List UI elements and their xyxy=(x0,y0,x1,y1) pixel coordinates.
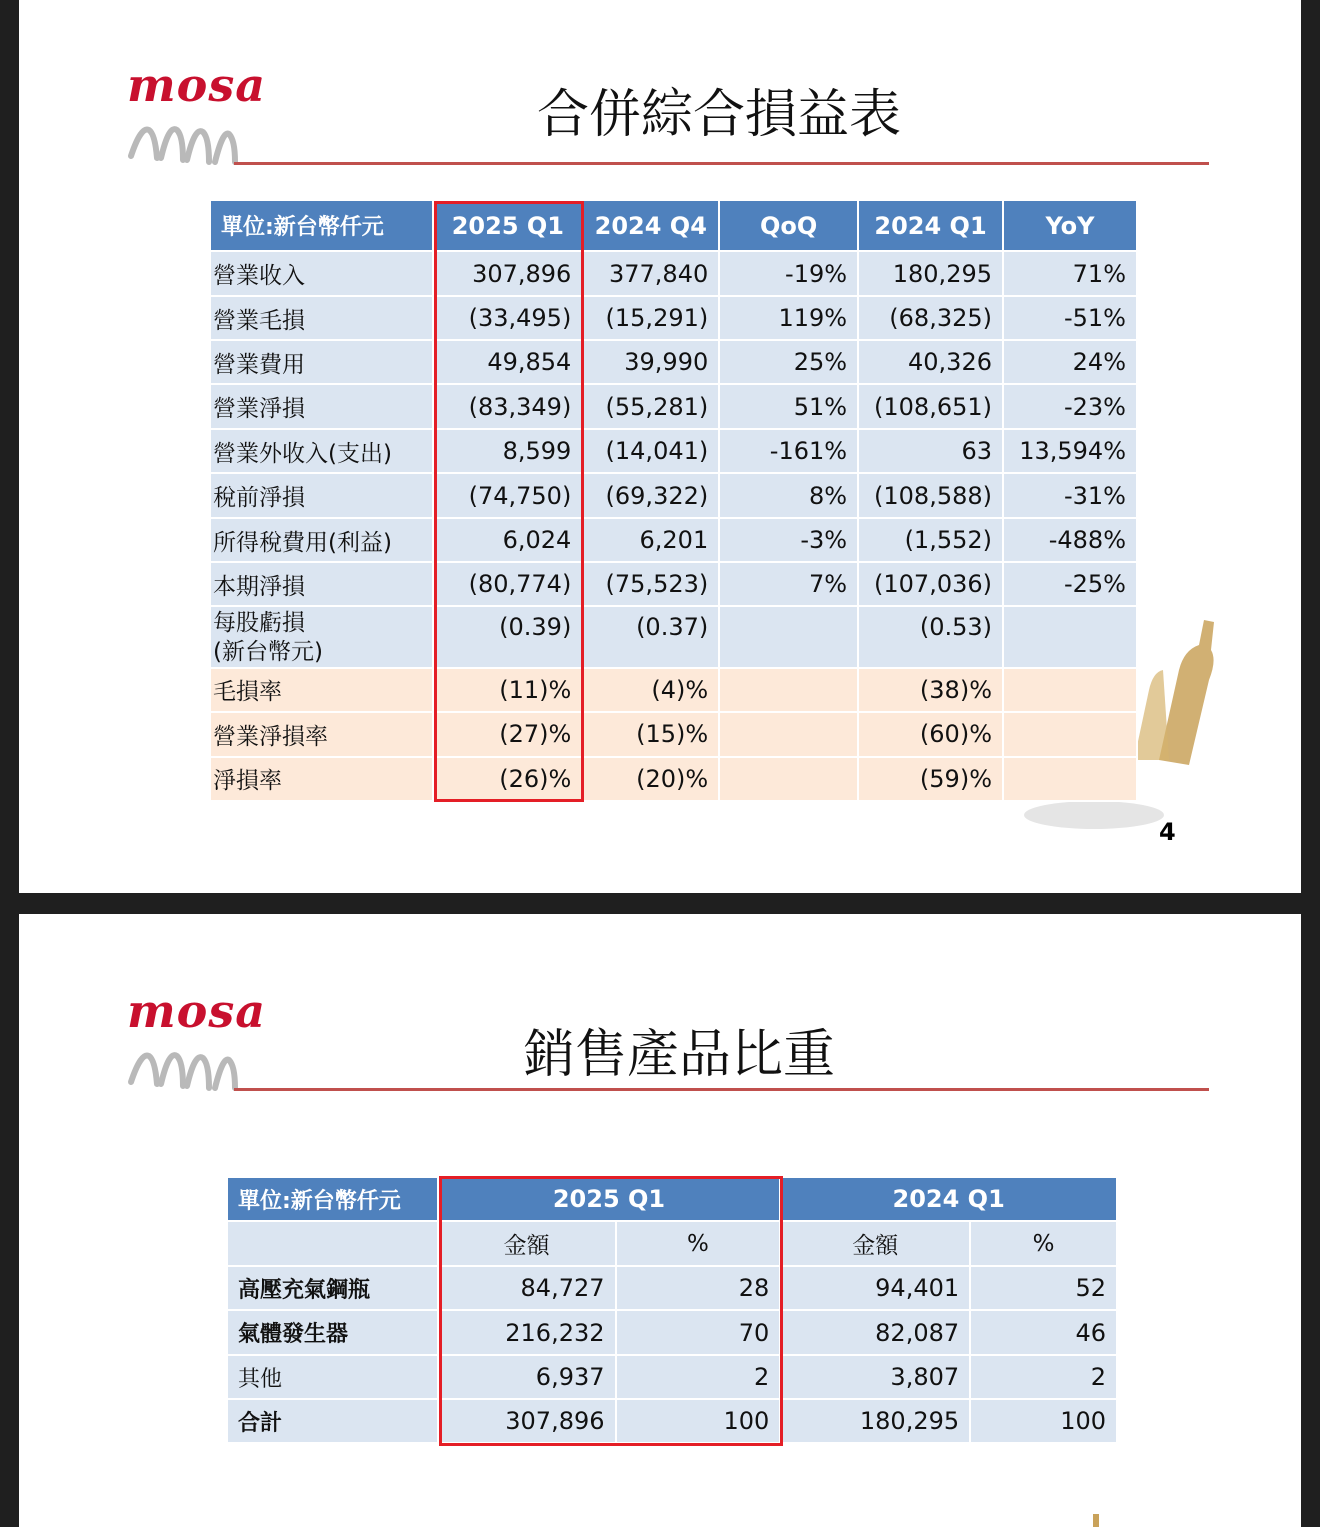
cell: (69,322) xyxy=(582,473,719,518)
cell: -25% xyxy=(1003,562,1137,606)
cell: 13,594% xyxy=(1003,429,1137,473)
cell: (4)% xyxy=(582,668,719,712)
cell xyxy=(719,712,858,757)
page-title: 合併綜合損益表 xyxy=(536,85,901,145)
cell: -31% xyxy=(1003,473,1137,518)
income-statement-table xyxy=(211,201,1138,802)
cell: 119% xyxy=(719,296,858,340)
cell: (68,325) xyxy=(858,296,1003,340)
cell: (108,651) xyxy=(858,384,1003,429)
cell: 100 xyxy=(970,1399,1117,1443)
cell: 94,401 xyxy=(780,1266,970,1310)
table-row xyxy=(211,668,1137,712)
cell: (14,041) xyxy=(582,429,719,473)
col-header-qoq: QoQ xyxy=(719,201,858,251)
cell: 46 xyxy=(970,1310,1117,1355)
table-header-row xyxy=(211,201,1137,251)
table-row xyxy=(211,518,1137,562)
cell: (80,774) xyxy=(433,562,582,606)
cell: -3% xyxy=(719,518,858,562)
cell: (0.39) xyxy=(433,606,582,668)
cell: 216,232 xyxy=(438,1310,616,1355)
cell: 52 xyxy=(970,1266,1117,1310)
row-label: 毛損率 xyxy=(211,668,433,712)
title-rule xyxy=(234,1088,1209,1091)
cell xyxy=(1003,757,1137,801)
cell: 180,295 xyxy=(780,1399,970,1443)
cell xyxy=(1003,668,1137,712)
cell: 71% xyxy=(1003,251,1137,296)
col-header-2024q1: 2024 Q1 xyxy=(858,201,1003,251)
col-header-2024q4: 2024 Q4 xyxy=(582,201,719,251)
table-row xyxy=(228,1310,1117,1355)
table-row xyxy=(211,562,1137,606)
cell xyxy=(719,757,858,801)
page-title: 銷售產品比重 xyxy=(522,1025,835,1085)
cell: (38)% xyxy=(858,668,1003,712)
table-row xyxy=(211,473,1137,518)
row-label: 淨損率 xyxy=(211,757,433,801)
table-row-eps xyxy=(211,606,1137,668)
cell: 24% xyxy=(1003,340,1137,384)
table-row xyxy=(211,712,1137,757)
table-row-total xyxy=(228,1399,1117,1443)
page-number: 4 xyxy=(1159,818,1176,846)
cell: (15,291) xyxy=(582,296,719,340)
cell: (59)% xyxy=(858,757,1003,801)
eps-sub-label: (新台幣元) xyxy=(213,638,323,665)
cell: (108,588) xyxy=(858,473,1003,518)
unit-header: 單位:新台幣仟元 xyxy=(228,1178,438,1221)
cell: 180,295 xyxy=(858,251,1003,296)
row-label: 所得稅費用(利益) xyxy=(211,518,433,562)
cell: (33,495) xyxy=(433,296,582,340)
gas-cylinder-decoration-icon xyxy=(1079,1514,1119,1527)
cell: 3,807 xyxy=(780,1355,970,1399)
table-row xyxy=(211,340,1137,384)
col-header-2025q1: 2025 Q1 xyxy=(438,1178,781,1221)
sub-header-pct: % xyxy=(616,1221,781,1266)
cell: 28 xyxy=(616,1266,781,1310)
table-row xyxy=(211,429,1137,473)
row-label: 本期淨損 xyxy=(211,562,433,606)
cell: 307,896 xyxy=(433,251,582,296)
col-header-2025q1: 2025 Q1 xyxy=(433,201,582,251)
cell: 8,599 xyxy=(433,429,582,473)
sub-header-amount: 金額 xyxy=(438,1221,616,1266)
table-header-row xyxy=(228,1178,1117,1221)
cell: (107,036) xyxy=(858,562,1003,606)
logo-text: mosa xyxy=(127,58,267,112)
cell: (75,523) xyxy=(582,562,719,606)
cell: 6,201 xyxy=(582,518,719,562)
cell: (1,552) xyxy=(858,518,1003,562)
cell: (27)% xyxy=(433,712,582,757)
cell: (60)% xyxy=(858,712,1003,757)
cell xyxy=(1003,712,1137,757)
sub-header-row xyxy=(228,1221,1117,1266)
cell: 8% xyxy=(719,473,858,518)
row-label: 合計 xyxy=(228,1399,438,1443)
cell: (15)% xyxy=(582,712,719,757)
cell: 63 xyxy=(858,429,1003,473)
cell: 84,727 xyxy=(438,1266,616,1310)
cell: 51% xyxy=(719,384,858,429)
slide-product-mix xyxy=(19,914,1301,1527)
sub-header-amount: 金額 xyxy=(780,1221,970,1266)
cell: (74,750) xyxy=(433,473,582,518)
cell xyxy=(1003,606,1137,668)
col-header-2024q1: 2024 Q1 xyxy=(780,1178,1117,1221)
cell: (0.37) xyxy=(582,606,719,668)
unit-header: 單位:新台幣仟元 xyxy=(211,201,433,251)
cell xyxy=(719,606,858,668)
cell: 377,840 xyxy=(582,251,719,296)
row-label: 稅前淨損 xyxy=(211,473,433,518)
cell: -161% xyxy=(719,429,858,473)
logo-text: mosa xyxy=(127,984,267,1038)
cell: (0.53) xyxy=(858,606,1003,668)
cell: (26)% xyxy=(433,757,582,801)
cell: 70 xyxy=(616,1310,781,1355)
table-row xyxy=(228,1355,1117,1399)
table-row xyxy=(211,757,1137,801)
title-rule xyxy=(234,162,1209,165)
row-label: 營業淨損 xyxy=(211,384,433,429)
cell: -51% xyxy=(1003,296,1137,340)
cell: 2 xyxy=(970,1355,1117,1399)
cell: (83,349) xyxy=(433,384,582,429)
row-label: 高壓充氣鋼瓶 xyxy=(228,1266,438,1310)
product-mix-table xyxy=(228,1178,1118,1444)
row-label: 營業外收入(支出) xyxy=(211,429,433,473)
row-label: 營業淨損率 xyxy=(211,712,433,757)
cell: 25% xyxy=(719,340,858,384)
row-label: 營業費用 xyxy=(211,340,433,384)
cell: (20)% xyxy=(582,757,719,801)
eps-label: 每股虧損 xyxy=(213,610,305,636)
row-label: 營業毛損 xyxy=(211,296,433,340)
row-label: 氣體發生器 xyxy=(228,1310,438,1355)
row-label: 營業收入 xyxy=(211,251,433,296)
row-label xyxy=(211,606,433,668)
cell: 6,024 xyxy=(433,518,582,562)
cell xyxy=(719,668,858,712)
cell: -488% xyxy=(1003,518,1137,562)
cell: 100 xyxy=(616,1399,781,1443)
cell: -23% xyxy=(1003,384,1137,429)
table-row xyxy=(228,1266,1117,1310)
cell: 6,937 xyxy=(438,1355,616,1399)
cell: (55,281) xyxy=(582,384,719,429)
cell: (11)% xyxy=(433,668,582,712)
table-row xyxy=(211,251,1137,296)
empty-cell xyxy=(228,1221,438,1266)
cell: 49,854 xyxy=(433,340,582,384)
gas-cylinder-decoration-icon xyxy=(1129,610,1229,770)
cell: -19% xyxy=(719,251,858,296)
cell: 7% xyxy=(719,562,858,606)
table-row xyxy=(211,384,1137,429)
cell: 40,326 xyxy=(858,340,1003,384)
sub-header-pct: % xyxy=(970,1221,1117,1266)
cell: 82,087 xyxy=(780,1310,970,1355)
col-header-yoy: YoY xyxy=(1003,201,1137,251)
row-label: 其他 xyxy=(228,1355,438,1399)
slide-income-statement xyxy=(19,0,1301,893)
cell: 2 xyxy=(616,1355,781,1399)
cell: 307,896 xyxy=(438,1399,616,1443)
cell: 39,990 xyxy=(582,340,719,384)
table-row xyxy=(211,296,1137,340)
